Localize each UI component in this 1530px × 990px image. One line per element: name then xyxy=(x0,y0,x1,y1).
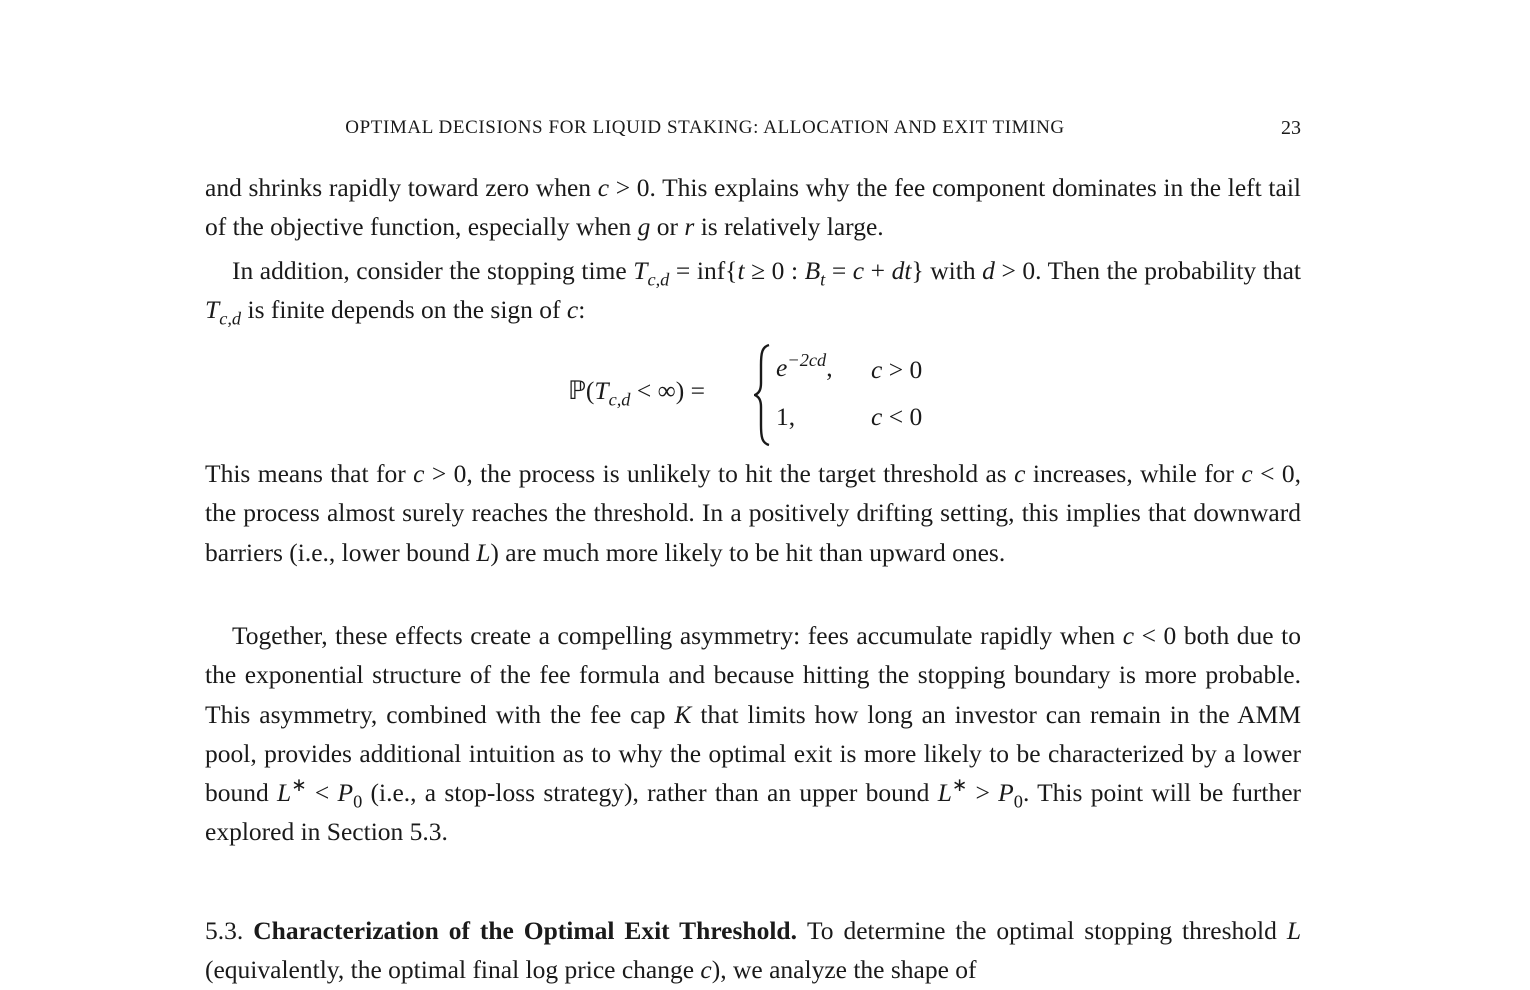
text-run: (equivalently, the optimal final log price change xyxy=(205,955,701,985)
section-number: 5.3. xyxy=(205,916,244,945)
display-equation xyxy=(568,343,948,447)
text-run: ), we analyze the shape of xyxy=(711,955,977,985)
math-var: T xyxy=(633,256,648,285)
text-run: This means that for xyxy=(205,459,414,488)
math-var: c xyxy=(1014,459,1026,488)
text-run: } with xyxy=(911,256,983,285)
text-run: + xyxy=(864,256,892,285)
text-run: < ∞) = xyxy=(630,376,706,405)
case-2-value: 1, xyxy=(776,402,796,431)
math-var: L xyxy=(476,537,491,567)
math-var: r xyxy=(684,212,695,242)
left-brace-icon xyxy=(754,343,774,447)
text-run: > 0 xyxy=(882,355,923,384)
section-title: Characterization of the Optimal Exit Threshold. xyxy=(253,916,797,945)
math-subscript: c,d xyxy=(608,389,631,410)
math-var: c xyxy=(413,459,425,488)
text-run: ) are much more likely to be hit than upward ones. xyxy=(490,537,1006,567)
math-var: c xyxy=(1241,459,1253,488)
paragraph-stopping-time xyxy=(205,251,1301,330)
text-run: < 0, the process almost surely reaches the threshold. In a positively drifting setting, this implies that downward barriers (i.e., lower bound xyxy=(205,459,1302,567)
text-run: , xyxy=(826,353,833,382)
math-var: c xyxy=(700,955,712,985)
math-var: T xyxy=(594,376,609,405)
math-var: t xyxy=(737,256,745,285)
text-run: or xyxy=(650,212,685,242)
case-2-condition xyxy=(871,402,922,432)
math-subscript: c,d xyxy=(647,269,670,290)
math-var: e xyxy=(776,353,788,382)
running-title: OPTIMAL DECISIONS FOR LIQUID STAKING: ALLOCATION AND EXIT TIMING xyxy=(345,117,1065,138)
math-subscript: 0 xyxy=(1013,791,1023,812)
math-subscript: c,d xyxy=(219,308,242,329)
text-run: is finite depends on the sign of xyxy=(241,295,567,325)
math-superscript: ∗ xyxy=(291,775,307,796)
math-var: c xyxy=(597,173,610,202)
math-superscript: ∗ xyxy=(951,775,968,796)
text-run: > 0. This explains why the fee component dominates in the left tail of the objective function, especially when xyxy=(205,173,1301,242)
math-var: K xyxy=(674,699,692,729)
text-run: : xyxy=(578,295,586,325)
math-var: L xyxy=(277,778,292,808)
paragraph-threshold-interpretation xyxy=(205,454,1301,572)
text-run: < xyxy=(306,778,338,808)
text-run: . This point will be further explored in Section 5.3. xyxy=(205,778,1302,847)
running-head xyxy=(205,117,1301,143)
math-superscript: −2cd xyxy=(787,349,827,370)
math-var: L xyxy=(1286,916,1301,945)
math-var: c xyxy=(1122,621,1135,650)
case-1-value xyxy=(776,349,833,383)
text-run: To determine the optimal stopping threshold xyxy=(807,916,1287,945)
text-run: and shrinks rapidly toward zero when xyxy=(205,173,598,202)
math-var: c xyxy=(852,256,865,285)
section-5-3 xyxy=(205,911,1301,990)
math-var: c xyxy=(871,402,883,431)
text-run: = inf{ xyxy=(669,256,738,285)
text-run: < 0 xyxy=(882,402,923,431)
text-run: ≥ 0 : xyxy=(744,256,805,285)
page-number: 23 xyxy=(1281,117,1301,139)
text-run: In addition, consider the stopping time xyxy=(232,256,634,285)
math-var: d xyxy=(982,256,995,285)
math-var: L xyxy=(937,778,952,808)
text-run: is relatively large. xyxy=(694,212,884,242)
math-subscript: 0 xyxy=(353,791,363,812)
text-run: > 0, the process is unlikely to hit the target threshold as xyxy=(424,459,1015,488)
math-var: P xyxy=(337,778,354,808)
paragraph-asymmetry xyxy=(205,616,1301,852)
text-run: = xyxy=(825,256,853,285)
equation-lhs xyxy=(568,376,706,410)
text-run: > xyxy=(967,778,999,808)
math-var: P xyxy=(998,778,1014,808)
math-var: dt xyxy=(891,256,912,285)
text-run: that limits how long an investor can remain in the AMM pool, provides additional intuition as to why the optimal exit is more likely to be characterized by a lower bound xyxy=(205,699,1301,808)
text-run: increases, while for xyxy=(1025,459,1242,488)
math-var: B xyxy=(804,256,821,285)
text-run: > 0. Then the probability that xyxy=(994,256,1301,285)
case-1-condition xyxy=(871,355,922,385)
math-var: T xyxy=(205,295,220,325)
math-var: g xyxy=(637,212,651,242)
paragraph-fee-tail xyxy=(205,168,1301,247)
text-run: < 0 both due to the exponential structure of the fee formula and because hitting the stopping boundary is more probable. This asymmetry, combined with the fee cap xyxy=(205,621,1301,729)
math-subscript: t xyxy=(820,269,826,290)
math-var: c xyxy=(871,355,883,384)
probability-symbol: ℙ( xyxy=(568,376,595,405)
math-var: c xyxy=(566,295,579,325)
text-run: (i.e., a stop-loss strategy), rather than an upper bound xyxy=(362,778,938,808)
text-run: Together, these effects create a compelling asymmetry: fees accumulate rapidly when xyxy=(232,621,1123,650)
